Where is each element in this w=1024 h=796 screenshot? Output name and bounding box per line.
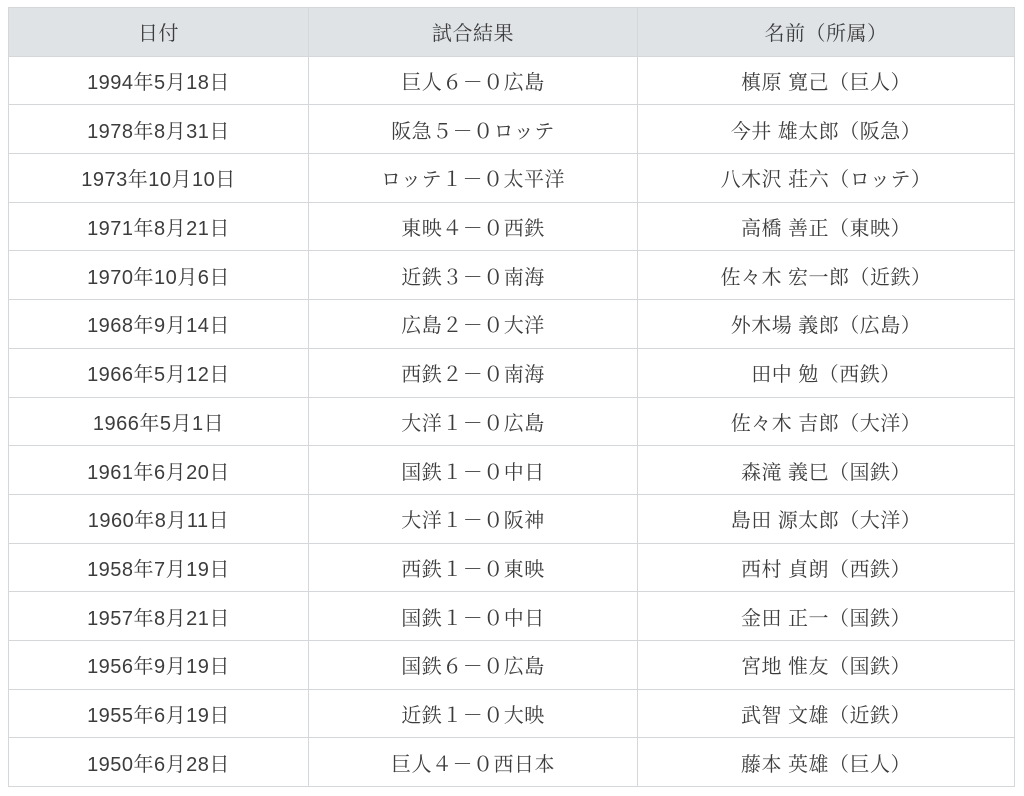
date-cell: 1978年8月31日 xyxy=(9,105,309,154)
header-row xyxy=(9,8,1015,57)
name-cell: 八木沢 荘六（ロッテ） xyxy=(638,154,1015,203)
date-cell: 1966年5月1日 xyxy=(9,397,309,446)
date-cell: 1970年10月6日 xyxy=(9,251,309,300)
table-row xyxy=(9,446,1015,495)
table-row xyxy=(9,154,1015,203)
name-cell: 宮地 惟友（国鉄） xyxy=(638,640,1015,689)
perfect-game-table xyxy=(8,7,1015,787)
table-row xyxy=(9,738,1015,787)
result-cell: 国鉄６－０広島 xyxy=(309,640,638,689)
result-cell: 近鉄３－０南海 xyxy=(309,251,638,300)
date-cell: 1950年6月28日 xyxy=(9,738,309,787)
result-cell: 西鉄１－０東映 xyxy=(309,543,638,592)
date-cell: 1971年8月21日 xyxy=(9,202,309,251)
name-cell: 今井 雄太郎（阪急） xyxy=(638,105,1015,154)
table-body xyxy=(9,56,1015,786)
date-cell: 1955年6月19日 xyxy=(9,689,309,738)
table-row xyxy=(9,689,1015,738)
result-cell: 西鉄２－０南海 xyxy=(309,348,638,397)
result-cell: 大洋１－０阪神 xyxy=(309,494,638,543)
name-cell: 島田 源太郎（大洋） xyxy=(638,494,1015,543)
date-cell: 1966年5月12日 xyxy=(9,348,309,397)
result-cell: 巨人６－０広島 xyxy=(309,56,638,105)
table-row xyxy=(9,251,1015,300)
name-cell: 武智 文雄（近鉄） xyxy=(638,689,1015,738)
result-cell: 巨人４－０西日本 xyxy=(309,738,638,787)
date-cell: 1956年9月19日 xyxy=(9,640,309,689)
result-cell: ロッテ１－０太平洋 xyxy=(309,154,638,203)
name-cell: 田中 勉（西鉄） xyxy=(638,348,1015,397)
result-cell: 広島２－０大洋 xyxy=(309,300,638,349)
result-cell: 国鉄１－０中日 xyxy=(309,592,638,641)
table-row xyxy=(9,348,1015,397)
result-cell: 阪急５－０ロッテ xyxy=(309,105,638,154)
date-cell: 1968年9月14日 xyxy=(9,300,309,349)
name-cell: 藤本 英雄（巨人） xyxy=(638,738,1015,787)
table-row xyxy=(9,494,1015,543)
name-cell: 槙原 寛己（巨人） xyxy=(638,56,1015,105)
table-row xyxy=(9,592,1015,641)
table-row xyxy=(9,543,1015,592)
name-cell: 佐々木 宏一郎（近鉄） xyxy=(638,251,1015,300)
date-cell: 1994年5月18日 xyxy=(9,56,309,105)
name-cell: 外木場 義郎（広島） xyxy=(638,300,1015,349)
table-row xyxy=(9,105,1015,154)
table-row xyxy=(9,56,1015,105)
table-row xyxy=(9,300,1015,349)
column-header-date: 日付 xyxy=(9,8,309,57)
result-cell: 大洋１－０広島 xyxy=(309,397,638,446)
date-cell: 1958年7月19日 xyxy=(9,543,309,592)
name-cell: 佐々木 吉郎（大洋） xyxy=(638,397,1015,446)
name-cell: 森滝 義巳（国鉄） xyxy=(638,446,1015,495)
result-cell: 東映４－０西鉄 xyxy=(309,202,638,251)
name-cell: 金田 正一（国鉄） xyxy=(638,592,1015,641)
result-cell: 国鉄１－０中日 xyxy=(309,446,638,495)
date-cell: 1960年8月11日 xyxy=(9,494,309,543)
table-row xyxy=(9,202,1015,251)
name-cell: 高橋 善正（東映） xyxy=(638,202,1015,251)
date-cell: 1973年10月10日 xyxy=(9,154,309,203)
table-row xyxy=(9,640,1015,689)
name-cell: 西村 貞朗（西鉄） xyxy=(638,543,1015,592)
result-cell: 近鉄１－０大映 xyxy=(309,689,638,738)
column-header-result: 試合結果 xyxy=(309,8,638,57)
column-header-name: 名前（所属） xyxy=(638,8,1015,57)
date-cell: 1961年6月20日 xyxy=(9,446,309,495)
table-row xyxy=(9,397,1015,446)
date-cell: 1957年8月21日 xyxy=(9,592,309,641)
